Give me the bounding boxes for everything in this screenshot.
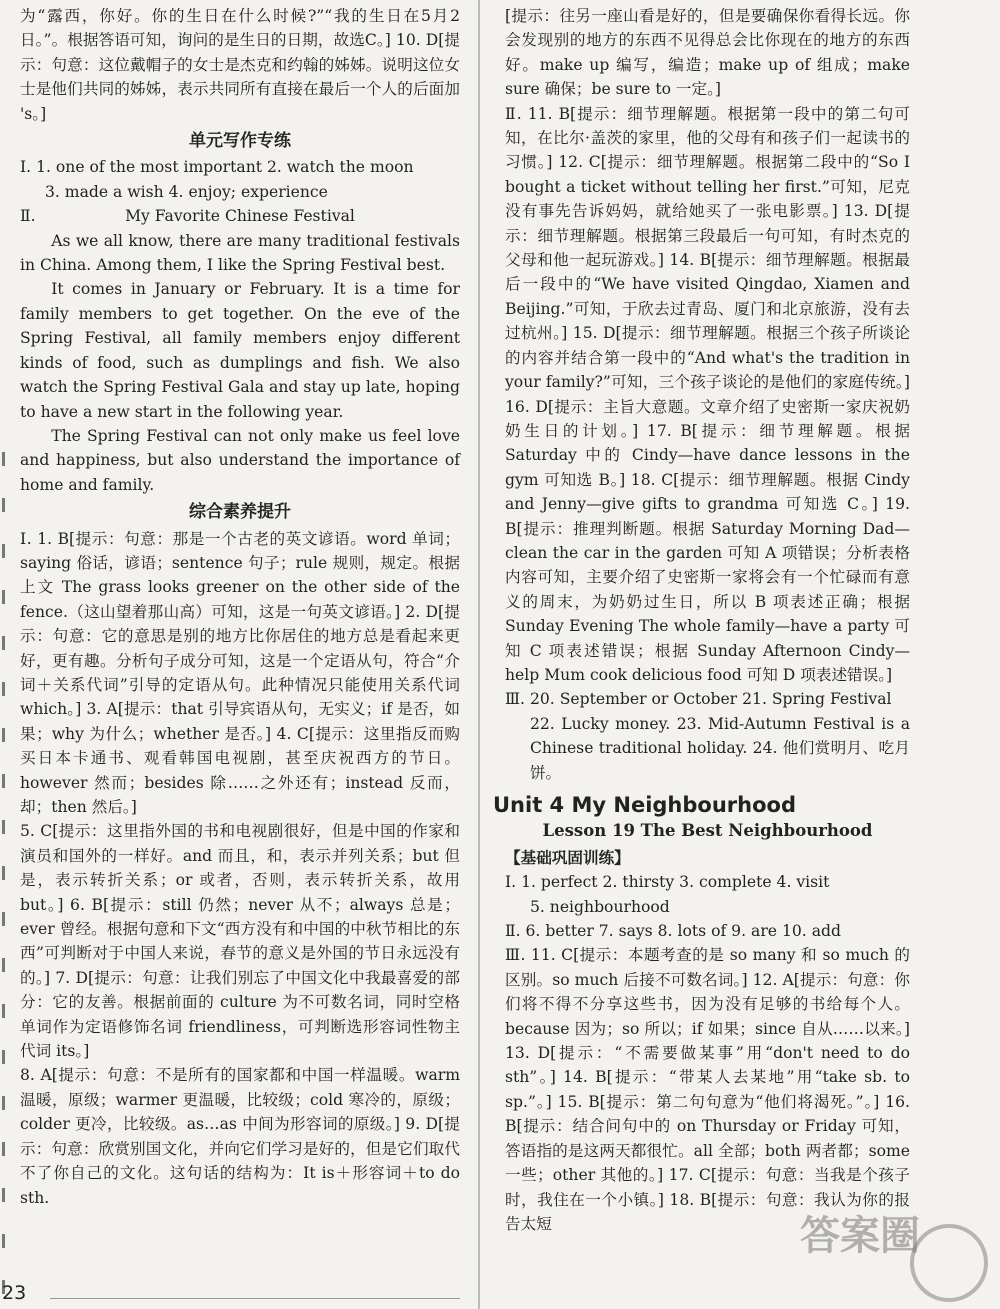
section-title-comprehensive: 综合素养提升: [189, 502, 291, 523]
footer-rule: [50, 1298, 460, 1299]
answer-paragraph: 为“露西，你好。你的生日在什么时候?”“我的生日在5月2日。”。根据答语可知，询问的是生日的日期，故选C。] 10. D[提示：句意：这位戴帽子的女士是杰克和约翰的姊姊。说明这位女士是他们共同的姊姊，表示共同所有直接在最后一个人的后面加 's。]: [20, 7, 460, 123]
essay-paragraph: It comes in January or February. It is a time for family members to get together. On the eve of the Spring Festival, all family members enjoy different kinds of food, such as dumplings and fish. We also watch the Spring Festival Gala and stay up late, hoping to have a new start in the following year.: [20, 280, 460, 421]
writing-answers-1: Ⅰ. 1. one of the most important 2. watch the moon: [20, 158, 414, 177]
column-divider: [478, 0, 480, 1309]
answer-paragraph: Ⅰ. 1. B[提示：句意：那是一个古老的英文谚语。word 单词；saying 俗话，谚语；sentence 句子；rule 规则，规定。根据上文 The grass looks greener on the other side of the fence.（这山望着那山高）可知，这是一句英文谚语。] 2. D[提示：句意：它的意思是别的地方比你居住的地方总是看起来更好，更有趣。分析句子成分可知，这是一个定语从句，符合“介词＋关系代词”引导的定语从句。此种情况只能使用关系代词 which。] 3. A[提示：that 引导宾语从句，无实义；if 是否，如果；why 为什么；whether 是否。] 4. C[提示：这里指反而购买日本卡通书、观看韩国电视剧，甚至庆祝西方的节日。however 然而；besides 除……之外还有；instead 反而，却；then 然后。]: [20, 529, 460, 816]
writing-answers-2: 3. made a wish 4. enjoy; experience: [44, 182, 328, 201]
watermark-text: 答案圈: [800, 1213, 920, 1259]
answer-paragraph: Ⅲ. 11. C[提示：本题考查的是 so many 和 so much 的区别。so much 后接不可数名词。] 12. A[提示：句意：你们将不得不分享这些书，因为没有足够的书给每个人。because 因为；so 所以；if 如果；since 自从……以来。] 13. D[提示：“不需要做某事”用“don't need to do sth”。] 14. B[提示：“带某人去某地”用“take sb. to sp.”。] 15. B[提示：第二句句意为“他们将渴死。”。] 16. B[提示：结合问句中的 on Thursday or Friday 可知，答语指的是这两天都很忙。all 全部；both 两者都；some 一些；other 其他的。] 17. C[提示：句意：当我是个孩子时，我住在一个小镇。] 18. B[提示：句意：我认为你的报告太短: [505, 946, 910, 1233]
answer-paragraph: Ⅰ. 1. perfect 2. thirsty 3. complete 4. visit: [505, 873, 830, 892]
essay-paragraph: The Spring Festival can not only make us feel love and happiness, but also understand the importance of home and family.: [20, 426, 460, 494]
left-column: [20, 4, 460, 1210]
section-title-writing: 单元写作专练: [189, 131, 291, 152]
answer-paragraph: 22. Lucky money. 23. Mid-Autumn Festival is a Chinese traditional holiday. 24. 他们赏明月、吃月饼。: [529, 714, 910, 782]
page-number: 23: [2, 1282, 27, 1304]
essay-title: My Favorite Chinese Festival: [125, 207, 355, 226]
unit-title: Unit 4 My Neighbourhood: [493, 793, 796, 817]
watermark-badge-icon: [910, 1224, 988, 1302]
binding-edge-marks: [0, 420, 8, 1280]
answer-paragraph: Ⅱ. 11. B[提示：细节理解题。根据第一段中的第二句可知，在比尔·盖茨的家里，他的父母有和孩子们一起读书的习惯。] 12. C[提示：细节理解题。根据第二段中的“So I bought a ticket without telling her first.”可知，尼克没有事先告诉妈妈，就给她买了一张电影票。] 13. D[提示：细节理解题。根据第三段最后一句可知，有时杰克的父母和他一起玩游戏。] 14. B[提示：细节理解题。根据最后一段中的“We have visited Qingdao, Xiamen and Beijing.”可知，于欣去过青岛、厦门和北京旅游，没有去过杭州。] 15. D[提示：细节理解题。根据三个孩子所谈论的内容并结合第一段中的“And what's the tradition in your family?”可知，三个孩子谈论的是他们的家庭传统。] 16. D[提示：主旨大意题。文章介绍了史密斯一家庆祝奶奶生日的计划。] 17. B[提示：细节理解题。根据 Saturday 中的 Cindy—have dance lessons in the gym 可知选 B。] 18. C[提示：细节理解题。根据 Cindy and Jenny—give gifts to grandma 可知选 C。] 19. B[提示：推理判断题。根据 Saturday Morning Dad—clean the car in the garden 可知 A 项错误；分析表格内容可知，主要介绍了史密斯一家将会有一个忙碌而有意义的周末，为奶奶过生日，所以 B 项表述正确；根据 Sunday Evening The whole family—have a party 可知 C 项表述错误；根据 Sunday Afternoon Cindy—help Mum cook delicious food 可知 D 项表述错误。]: [505, 104, 910, 684]
answer-paragraph: 8. A[提示：句意：不是所有的国家都和中国一样温暖。warm 温暖，原级；warmer 更温暖，比较级；cold 寒冷的，原级；colder 更冷，比较级。as…as 中间为形容词的原级。] 9. D[提示：句意：欣赏别国文化，并向它们学习是好的，但是它们取代不了你自己的文化。这句话的结构为：It is＋形容词＋to do sth.: [20, 1066, 460, 1207]
exercise-tag: 【基础巩固训练】: [505, 847, 630, 867]
essay-paragraph: As we all know, there are many traditional festivals in China. Among them, I like the Spring Festival best.: [20, 231, 460, 275]
lesson-title: Lesson 19 The Best Neighbourhood: [542, 821, 873, 841]
answer-paragraph: 5. neighbourhood: [529, 897, 670, 916]
answer-paragraph: Ⅱ. 6. better 7. says 8. lots of 9. are 10. add: [505, 922, 841, 941]
watermark-logo: [800, 1204, 990, 1304]
right-column: [493, 4, 910, 1236]
answer-paragraph: [提示：往另一座山看是好的，但是要确保你看得长远。你会发现别的地方的东西不见得总会比你现在的地方的东西好。make up 编写，编造；make up of 组成；make sure 确保；be sure to 一定。]: [505, 7, 910, 99]
answer-paragraph: 5. C[提示：这里指外国的书和电视剧很好，但是中国的作家和演员和国外的一样好。and 而且，和，表示并列关系；but 但是，表示转折关系；or 或者，否则，表示转折关系，故用 but。] 6. B[提示：still 仍然；never 从不；always 总是；ever 曾经。根据句意和下文“西方没有和中国的中秋节相比的东西”可判断对于中国人来说，春节的意义是外国的节日永远没有的。] 7. D[提示：句意：让我们别忘了中国文化中我最喜爱的部分：它的友善。根据前面的 culture 为不可数名词，同时空格单词作为定语修饰名词 friendliness，可判断选形容词性物主代词 its。]: [20, 822, 460, 1061]
question-number: Ⅱ.: [20, 207, 36, 226]
answer-paragraph: Ⅲ. 20. September or October 21. Spring Festival: [505, 690, 892, 709]
